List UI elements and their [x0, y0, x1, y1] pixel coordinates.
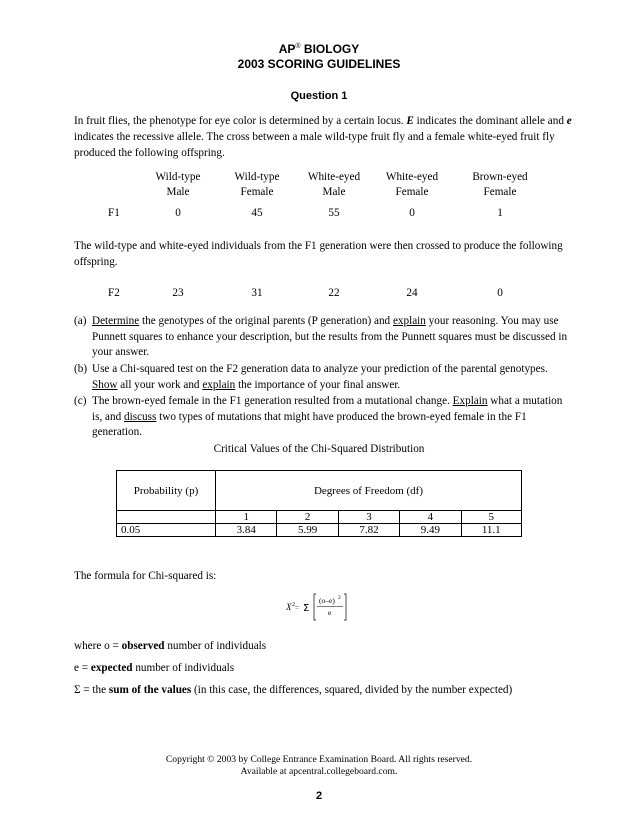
formula-lhs: X — [286, 602, 292, 612]
df-cell: 5 — [461, 511, 522, 524]
header-title: AP® BIOLOGY — [278, 42, 360, 56]
p-value-cell: 0.05 — [117, 524, 216, 537]
formula-eq: = — [295, 604, 299, 612]
empty-cell — [117, 511, 216, 524]
critical-value-cell: 7.82 — [338, 524, 399, 537]
df-cell: 3 — [338, 511, 399, 524]
header-subtitle: 2003 SCORING GUIDELINES — [237, 57, 401, 71]
table-cell: 55 — [328, 207, 340, 219]
footer-copyright: Copyright © 2003 by College Entrance Examination Board. All rights reserved. Available at apcentral.collegeboard.com. — [165, 754, 473, 777]
table-cell: 0 — [409, 207, 415, 219]
formula-lhs-exp: 2 — [292, 602, 295, 608]
chi-squared-table — [116, 470, 522, 537]
table-cell: 22 — [328, 287, 340, 299]
col-header: White-eyed Male — [307, 171, 361, 198]
intro-paragraph: In fruit flies, the phenotype for eye color is determined by a certain locus. E indicates the dominant allele and e indicates the recessive allele. The cross between a male wild-type fruit fly and a female white-eyed fruit fly produced the following offspring. — [74, 115, 572, 159]
table-cell: 1 — [497, 207, 503, 219]
page-number: 2 — [315, 790, 323, 802]
table-cell: 31 — [251, 287, 263, 299]
sum-symbol: Σ — [303, 603, 310, 614]
question-c: (c) The brown-eyed female in the F1 generation resulted from a mutational change. Explain what a mutation is, and discuss two types of mutations that might have produced the brown-eyed female in the F1 generation. — [74, 395, 563, 438]
question-a: (a) Determine the genotypes of the original parents (P generation) and explain your reasoning. You may use Punnett squares to enhance your description, but the results from the Punnett squares must be discussed in your answer. — [74, 315, 568, 358]
prob-header: Probability (p) — [117, 471, 216, 511]
def-sum: Σ = the sum of the values (in this case, the differences, squared, divided by the number expected) — [74, 684, 513, 696]
critical-value-cell: 9.49 — [400, 524, 461, 537]
df-cell: 1 — [216, 511, 277, 524]
col-header: White-eyed Female — [385, 171, 439, 198]
table-cell: 24 — [406, 287, 418, 299]
mid-paragraph: The wild-type and white-eyed individuals from the F1 generation were then crossed to produce the following offspring. — [74, 240, 563, 268]
critical-value-cell: 3.84 — [216, 524, 277, 537]
formula-label: The formula for Chi-squared is: — [74, 570, 217, 582]
chi-squared-formula — [286, 588, 366, 624]
col-header: Wild-type Male — [155, 171, 201, 198]
question-b: (b) Use a Chi-squared test on the F2 generation data to analyze your prediction of the parental genotypes. Show all your work and explain the importance of your final answer. — [74, 363, 548, 391]
formula-denominator: e — [328, 608, 332, 617]
right-bracket — [344, 594, 346, 620]
col-header: Brown-eyed Female — [472, 171, 528, 198]
left-bracket — [314, 594, 316, 620]
question-title: Question 1 — [290, 90, 348, 102]
chi-table-title: Critical Values of the Chi-Squared Distribution — [213, 443, 425, 455]
table-cell: 0 — [497, 287, 503, 299]
df-cell: 4 — [400, 511, 461, 524]
table-cell: 0 — [175, 207, 181, 219]
df-cell: 2 — [277, 511, 338, 524]
formula-num-exp: 2 — [338, 595, 341, 601]
def-expected: e = expected number of individuals — [74, 662, 235, 674]
table-cell: 45 — [251, 207, 263, 219]
def-observed: where o = observed number of individuals — [74, 640, 267, 652]
df-header: Degrees of Freedom (df) — [216, 471, 522, 511]
row-label-f1: F1 — [108, 207, 120, 219]
critical-value-cell: 11.1 — [461, 524, 522, 537]
formula-numerator: (o–e) — [319, 596, 335, 605]
col-header: Wild-type Female — [234, 171, 280, 198]
critical-value-cell: 5.99 — [277, 524, 338, 537]
table-cell: 23 — [172, 287, 184, 299]
row-label-f2: F2 — [108, 287, 120, 299]
